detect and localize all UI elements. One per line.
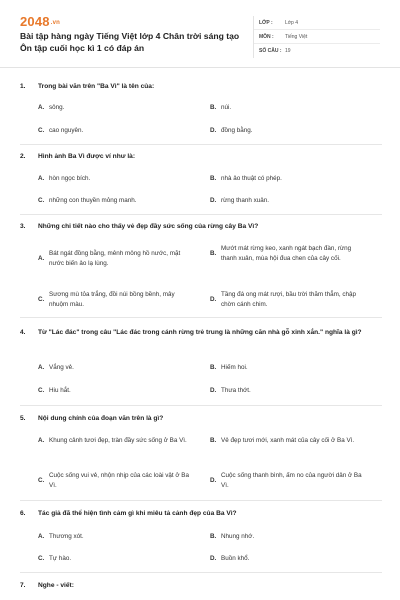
- option-5b[interactable]: [210, 436, 366, 446]
- worksheet-header: [0, 0, 400, 68]
- option-3b[interactable]: [210, 244, 366, 263]
- question-text: Những chi tiết nào cho thấy vẻ đẹp đầy sức sống của rừng cây Ba Vì?: [38, 223, 259, 230]
- option-letter: A.: [38, 175, 45, 182]
- option-2c[interactable]: [38, 196, 194, 206]
- divider: [20, 405, 382, 406]
- logo-suffix: .vn: [50, 20, 61, 26]
- option-text: Buồn khổ.: [221, 555, 250, 562]
- option-text: sông.: [49, 104, 65, 111]
- option-text: Thưa thớt.: [221, 387, 251, 394]
- question-text: Nội dung chính của đoạn văn trên là gì?: [38, 415, 164, 422]
- question-number: 7.: [20, 582, 26, 589]
- site-logo[interactable]: [20, 14, 60, 29]
- option-letter: A.: [38, 104, 45, 111]
- question-text: Trong bài văn trên "Ba Vì" là tên của:: [38, 83, 155, 90]
- option-1a[interactable]: [38, 103, 194, 113]
- question-number: 2.: [20, 153, 26, 160]
- option-text: Mướt mát rừng keo, xanh ngát bạch đàn, rừng thanh xuân, mùa hội đua chen của cây cối.: [221, 245, 352, 262]
- divider: [20, 214, 382, 215]
- option-4c[interactable]: [38, 386, 194, 396]
- option-6c[interactable]: [38, 554, 194, 564]
- divider: [20, 317, 382, 318]
- meta-value: 19: [285, 48, 291, 54]
- option-2a[interactable]: [38, 174, 194, 184]
- option-letter: B.: [210, 249, 217, 257]
- option-letter: D.: [210, 295, 217, 303]
- option-letter: C.: [38, 127, 45, 134]
- meta-value: Tiếng Việt: [285, 33, 308, 40]
- option-text: Cuộc sống vui vẻ, nhộn nhịp của các loài vật ở Ba Vì.: [49, 472, 189, 489]
- worksheet-title: Bài tập hàng ngày Tiếng Việt lớp 4 Chân trời sáng tạo Ôn tập cuối học kì 1 có đáp án: [20, 31, 240, 53]
- option-text: hòn ngọc bích.: [49, 175, 91, 182]
- question-5: [20, 414, 382, 424]
- option-letter: D.: [210, 555, 217, 562]
- meta-row-grade: [254, 16, 380, 30]
- option-letter: A.: [38, 437, 45, 444]
- option-letter: D.: [210, 476, 217, 484]
- option-3d[interactable]: [210, 290, 366, 309]
- option-2b[interactable]: [210, 174, 366, 184]
- option-3a[interactable]: [38, 249, 194, 268]
- option-5c[interactable]: [38, 471, 194, 490]
- question-number: 4.: [20, 329, 26, 336]
- option-6b[interactable]: [210, 532, 366, 542]
- question-text: Từ "Lác đác" trong câu "Lác đác trong cánh rừng trẻ trung là những căn nhà gỗ xinh xắn." nghĩa là gì?: [38, 329, 362, 336]
- option-text: nhà ảo thuật có phép.: [221, 175, 282, 182]
- option-4d[interactable]: [210, 386, 366, 396]
- option-letter: D.: [210, 387, 217, 394]
- option-text: Thương xót.: [49, 533, 84, 540]
- meta-row-subject: [254, 30, 380, 44]
- question-text: Hình ảnh Ba Vì được ví như là:: [38, 153, 136, 160]
- option-text: núi.: [221, 104, 232, 111]
- option-letter: C.: [38, 295, 45, 303]
- divider: [20, 500, 382, 501]
- option-letter: B.: [210, 175, 217, 182]
- question-7: [20, 581, 382, 591]
- logo-text: 2048: [20, 14, 50, 29]
- option-letter: B.: [210, 437, 217, 444]
- option-text: Nhung nhớ.: [221, 533, 255, 540]
- option-letter: A.: [38, 364, 45, 371]
- option-3c[interactable]: [38, 290, 194, 309]
- option-4a[interactable]: [38, 363, 194, 373]
- option-text: Vẻ đẹp tươi mới, xanh mát của cây cối ở Ba Vì.: [221, 437, 355, 444]
- option-1d[interactable]: [210, 126, 366, 136]
- question-6: [20, 509, 382, 519]
- option-5a[interactable]: [38, 436, 194, 446]
- option-text: Hiếm hoi.: [221, 364, 248, 371]
- option-2d[interactable]: [210, 196, 366, 206]
- option-letter: B.: [210, 104, 217, 111]
- option-6a[interactable]: [38, 532, 194, 542]
- option-letter: B.: [210, 533, 217, 540]
- option-letter: C.: [38, 387, 45, 394]
- option-letter: D.: [210, 127, 217, 134]
- option-letter: C.: [38, 555, 45, 562]
- option-5d[interactable]: [210, 471, 366, 490]
- meta-table: [253, 16, 380, 58]
- question-number: 3.: [20, 223, 26, 230]
- option-text: Vắng vẻ.: [49, 364, 74, 371]
- option-text: Cuộc sống thanh bình, ấm no của người dân ở Ba Vì.: [221, 472, 362, 489]
- option-text: Bát ngát đồng bằng, mênh mông hồ nước, mặt nước biến ảo lạ lùng.: [49, 250, 181, 267]
- option-letter: C.: [38, 476, 45, 484]
- option-text: đồng bằng.: [221, 127, 253, 134]
- option-letter: A.: [38, 254, 45, 262]
- question-3: [20, 222, 382, 232]
- option-text: cao nguyên.: [49, 127, 84, 134]
- option-6d[interactable]: [210, 554, 366, 564]
- option-text: Tự hào.: [49, 555, 72, 562]
- option-text: những con thuyền mỏng manh.: [49, 197, 137, 204]
- option-text: Hiu hắt.: [49, 387, 71, 394]
- meta-row-count: [254, 44, 380, 58]
- meta-key: LỚP :: [259, 19, 273, 26]
- option-4b[interactable]: [210, 363, 366, 373]
- meta-key: MÔN :: [259, 33, 274, 40]
- option-text: Sương mù tỏa trắng, đồi núi bồng bềnh, mây nhuộm màu.: [49, 291, 175, 308]
- question-text: Tác giả đã thể hiện tình cảm gì khi miêu tả cảnh đẹp của Ba Vì?: [38, 510, 237, 517]
- question-4: [20, 328, 382, 338]
- option-letter: B.: [210, 364, 217, 371]
- question-text: Nghe - viết:: [38, 582, 74, 589]
- question-2: [20, 152, 382, 162]
- option-letter: D.: [210, 197, 217, 204]
- question-number: 6.: [20, 510, 26, 517]
- meta-value: Lớp 4: [285, 19, 299, 26]
- divider: [20, 572, 382, 573]
- option-letter: C.: [38, 197, 45, 204]
- option-text: Khung cảnh tươi đẹp, tràn đầy sức sống ở Ba Vì.: [49, 437, 187, 444]
- option-1b[interactable]: [210, 103, 366, 113]
- option-1c[interactable]: [38, 126, 194, 136]
- question-number: 1.: [20, 83, 26, 90]
- question-number: 5.: [20, 415, 26, 422]
- option-letter: A.: [38, 533, 45, 540]
- option-text: rừng thanh xuân.: [221, 197, 269, 204]
- question-1: [20, 82, 382, 92]
- option-text: Tầng đá ong mát rượi, bầu trời thăm thẳm, chập chờn cánh chim.: [221, 291, 356, 308]
- meta-key: SỐ CÂU :: [259, 48, 282, 54]
- divider: [20, 144, 382, 145]
